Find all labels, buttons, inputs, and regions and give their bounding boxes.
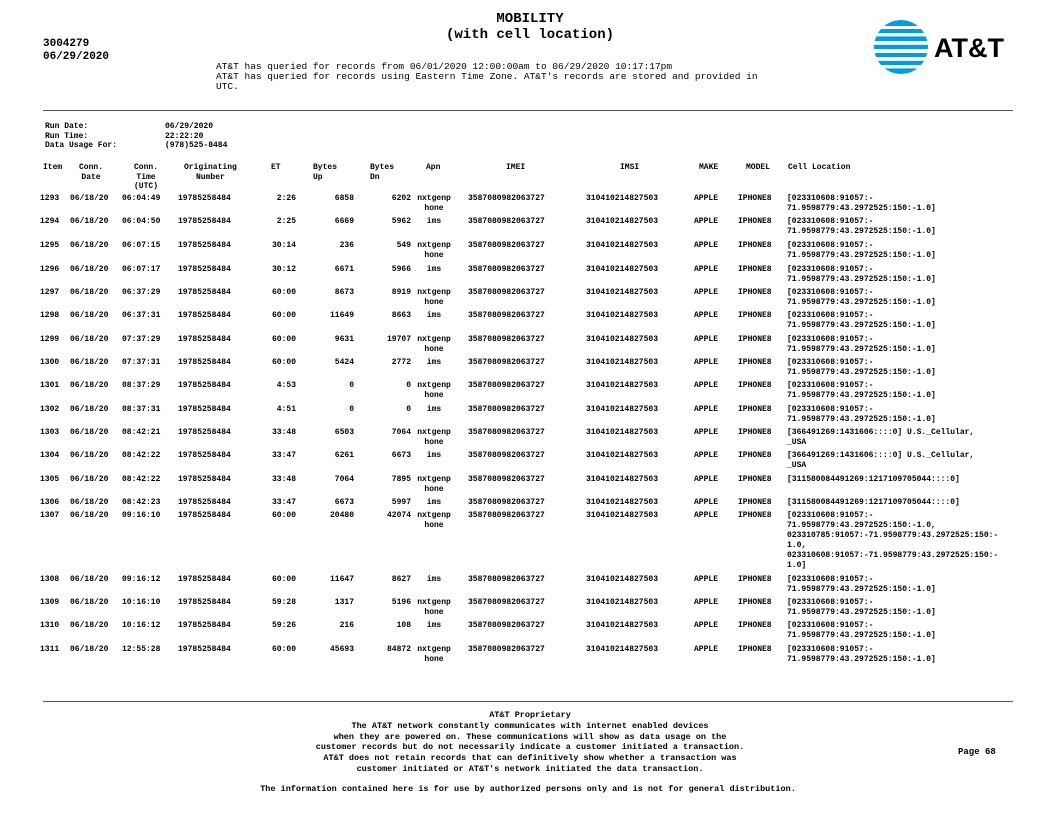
cell-cell: [023310608:91057:- 71.9598779:43.2972525:150:-1.0] <box>787 598 936 617</box>
cell-date: 06/18/20 <box>70 288 109 297</box>
cell-apn: nxtgenp hone <box>417 511 451 530</box>
cell-orig: 19785258484 <box>178 194 231 203</box>
col-header-imei: IMEI <box>506 163 526 172</box>
cell-time: 08:42:21 <box>122 428 161 437</box>
cell-imsi: 310410214827503 <box>586 511 659 520</box>
cell-dn: 5966 <box>391 265 411 274</box>
col-header-conn-date: Conn. Date <box>79 163 104 182</box>
cell-model: IPHONE8 <box>738 405 772 414</box>
cell-orig: 19785258484 <box>178 288 231 297</box>
run-time-value: 22:22:20 <box>165 131 204 141</box>
cell-model: IPHONE8 <box>738 358 772 367</box>
cell-cell: [023310608:91057:- 71.9598779:43.2972525:150:-1.0] <box>787 311 936 330</box>
cell-apn: ims <box>426 265 442 274</box>
query-note: AT&T has queried for records from 06/01/2020 12:00:00am to 06/29/2020 10:17:17pm AT&T has queried for records using Eastern Time Zone. AT&T's records are stored and provided in UTC. <box>216 61 758 92</box>
cell-et: 60:00 <box>271 288 296 297</box>
cell-imsi: 310410214827503 <box>586 358 659 367</box>
cell-time: 07:37:31 <box>122 358 161 367</box>
cell-imsi: 310410214827503 <box>586 194 659 203</box>
cell-orig: 19785258484 <box>178 428 231 437</box>
cell-date: 06/18/20 <box>70 405 109 414</box>
cell-et: 33:47 <box>271 451 296 460</box>
cell-et: 33:48 <box>271 428 296 437</box>
cell-cell: [311580084491269:1217109705044::::0] <box>787 475 960 484</box>
footer-divider <box>43 701 1013 702</box>
cell-model: IPHONE8 <box>738 428 772 437</box>
cell-make: APPLE <box>694 194 719 203</box>
cell-cell: [023310608:91057:- 71.9598779:43.2972525:150:-1.0] <box>787 645 936 664</box>
cell-cell: [023310608:91057:- 71.9598779:43.2972525:150:-1.0] <box>787 265 936 284</box>
cell-cell: [366491269:1431606::::0] U.S._Cellular, _USA <box>787 451 975 470</box>
cell-date: 06/18/20 <box>70 241 109 250</box>
distribution-disclaimer: The information contained here is for use by authorized persons only and is not for general distribution. <box>260 784 796 794</box>
cell-date: 06/18/20 <box>70 358 109 367</box>
cell-time: 10:16:10 <box>122 598 161 607</box>
cell-et: 33:47 <box>271 498 296 507</box>
cell-date: 06/18/20 <box>70 511 109 520</box>
cell-imei: 3587080982063727 <box>468 194 545 203</box>
cell-et: 30:14 <box>271 241 296 250</box>
cell-make: APPLE <box>694 381 719 390</box>
cell-date: 06/18/20 <box>70 451 109 460</box>
cell-dn: 7064 <box>391 428 411 437</box>
cell-date: 06/18/20 <box>70 265 109 274</box>
cell-cell: [023310608:91057:- 71.9598779:43.2972525:150:-1.0] <box>787 381 936 400</box>
cell-imei: 3587080982063727 <box>468 405 545 414</box>
cell-orig: 19785258484 <box>178 621 231 630</box>
cell-imsi: 310410214827503 <box>586 265 659 274</box>
cell-orig: 19785258484 <box>178 645 231 654</box>
cell-orig: 19785258484 <box>178 217 231 226</box>
cell-make: APPLE <box>694 405 719 414</box>
cell-imsi: 310410214827503 <box>586 405 659 414</box>
cell-dn: 7895 <box>391 475 411 484</box>
run-time-label: Run Time: <box>45 131 89 141</box>
cell-imsi: 310410214827503 <box>586 311 659 320</box>
cell-imei: 3587080982063727 <box>468 511 545 520</box>
cell-item: 1306 <box>40 498 60 507</box>
cell-imei: 3587080982063727 <box>468 381 545 390</box>
cell-time: 06:07:17 <box>122 265 161 274</box>
cell-orig: 19785258484 <box>178 241 231 250</box>
col-header-bytes-dn: Bytes Dn <box>370 163 395 182</box>
cell-et: 60:00 <box>271 511 296 520</box>
cell-up: 6503 <box>334 428 354 437</box>
cell-cell: [311580084491269:1217109705044::::0] <box>787 498 960 507</box>
cell-make: APPLE <box>694 265 719 274</box>
cell-dn: 5997 <box>391 498 411 507</box>
cell-cell: [023310608:91057:- 71.9598779:43.2972525:150:-1.0, 023310785:91057:-71.9598779:43.2972525:150:- 1.0, 023310608:91057:-71.9598779:43.2972525:150:- 1.0] <box>787 511 999 570</box>
cell-dn: 19707 <box>386 335 411 344</box>
cell-make: APPLE <box>694 511 719 520</box>
cell-item: 1294 <box>40 217 60 226</box>
cell-make: APPLE <box>694 288 719 297</box>
cell-et: 30:12 <box>271 265 296 274</box>
cell-cell: [023310608:91057:- 71.9598779:43.2972525:150:-1.0] <box>787 217 936 236</box>
cell-imsi: 310410214827503 <box>586 598 659 607</box>
cell-apn: ims <box>426 621 442 630</box>
cell-up: 45693 <box>329 645 354 654</box>
cell-cell: [023310608:91057:- 71.9598779:43.2972525:150:-1.0] <box>787 335 936 354</box>
cell-cell: [366491269:1431606::::0] U.S._Cellular, _USA <box>787 428 975 447</box>
col-header-apn: Apn <box>426 163 441 172</box>
cell-cell: [023310608:91057:- 71.9598779:43.2972525:150:-1.0] <box>787 575 936 594</box>
cell-apn: nxtgenp hone <box>417 428 451 447</box>
cell-make: APPLE <box>694 575 719 584</box>
cell-apn: nxtgenp hone <box>417 241 451 260</box>
cell-date: 06/18/20 <box>70 217 109 226</box>
cell-cell: [023310608:91057:- 71.9598779:43.2972525:150:-1.0] <box>787 405 936 424</box>
cell-orig: 19785258484 <box>178 498 231 507</box>
cell-up: 0 <box>349 405 354 414</box>
cell-time: 08:42:22 <box>122 475 161 484</box>
cell-up: 6858 <box>334 194 354 203</box>
cell-up: 216 <box>339 621 354 630</box>
att-logo-text: AT&T <box>934 33 1004 63</box>
cell-make: APPLE <box>694 241 719 250</box>
cell-item: 1310 <box>40 621 60 630</box>
cell-up: 9631 <box>334 335 354 344</box>
cell-time: 12:55:28 <box>122 645 161 654</box>
cell-imsi: 310410214827503 <box>586 217 659 226</box>
cell-apn: ims <box>426 498 442 507</box>
cell-imei: 3587080982063727 <box>468 241 545 250</box>
cell-model: IPHONE8 <box>738 621 772 630</box>
cell-orig: 19785258484 <box>178 405 231 414</box>
col-header-originating-number: Originating Number <box>184 163 237 182</box>
cell-time: 06:37:29 <box>122 288 161 297</box>
cell-make: APPLE <box>694 451 719 460</box>
cell-apn: nxtgenp hone <box>417 335 451 354</box>
cell-model: IPHONE8 <box>738 217 772 226</box>
cell-make: APPLE <box>694 598 719 607</box>
cell-time: 06:07:15 <box>122 241 161 250</box>
cell-imei: 3587080982063727 <box>468 335 545 344</box>
cell-imsi: 310410214827503 <box>586 241 659 250</box>
cell-make: APPLE <box>694 498 719 507</box>
cell-time: 10:16:12 <box>122 621 161 630</box>
cell-dn: 108 <box>396 621 411 630</box>
cell-make: APPLE <box>694 311 719 320</box>
cell-date: 06/18/20 <box>70 475 109 484</box>
cell-apn: ims <box>426 405 442 414</box>
cell-apn: ims <box>426 217 442 226</box>
cell-time: 08:37:31 <box>122 405 161 414</box>
cell-orig: 19785258484 <box>178 598 231 607</box>
cell-dn: 42074 <box>386 511 411 520</box>
cell-dn: 6673 <box>391 451 411 460</box>
cell-item: 1309 <box>40 598 60 607</box>
cell-apn: ims <box>426 311 442 320</box>
cell-item: 1295 <box>40 241 60 250</box>
report-title-line1: MOBILITY <box>496 11 564 27</box>
cell-time: 06:37:31 <box>122 311 161 320</box>
cell-dn: 5196 <box>391 598 411 607</box>
cell-up: 20480 <box>329 511 354 520</box>
cell-up: 6673 <box>334 498 354 507</box>
cell-time: 06:04:50 <box>122 217 161 226</box>
cell-item: 1308 <box>40 575 60 584</box>
cell-up: 0 <box>349 381 354 390</box>
cell-model: IPHONE8 <box>738 575 772 584</box>
cell-et: 4:51 <box>276 405 296 414</box>
cell-date: 06/18/20 <box>70 335 109 344</box>
col-header-make: MAKE <box>699 163 719 172</box>
cell-imsi: 310410214827503 <box>586 288 659 297</box>
col-header-cell-location: Cell Location <box>788 163 851 172</box>
cell-imei: 3587080982063727 <box>468 311 545 320</box>
cell-item: 1311 <box>40 645 60 654</box>
header-divider <box>43 110 1013 111</box>
cell-cell: [023310608:91057:- 71.9598779:43.2972525:150:-1.0] <box>787 621 936 640</box>
cell-date: 06/18/20 <box>70 575 109 584</box>
cell-apn: nxtgenp hone <box>417 475 451 494</box>
cell-up: 6671 <box>334 265 354 274</box>
cell-item: 1293 <box>40 194 60 203</box>
cell-imsi: 310410214827503 <box>586 645 659 654</box>
cell-imsi: 310410214827503 <box>586 621 659 630</box>
cell-imei: 3587080982063727 <box>468 451 545 460</box>
cell-model: IPHONE8 <box>738 265 772 274</box>
cell-make: APPLE <box>694 358 719 367</box>
cell-et: 60:00 <box>271 575 296 584</box>
cell-dn: 8919 <box>391 288 411 297</box>
cell-date: 06/18/20 <box>70 645 109 654</box>
cell-cell: [023310608:91057:- 71.9598779:43.2972525:150:-1.0] <box>787 241 936 260</box>
att-logo <box>872 18 1012 76</box>
cell-et: 59:28 <box>271 598 296 607</box>
cell-up: 7064 <box>334 475 354 484</box>
col-header-item: Item <box>43 163 63 172</box>
cell-apn: ims <box>426 575 442 584</box>
cell-item: 1303 <box>40 428 60 437</box>
cell-make: APPLE <box>694 475 719 484</box>
cell-apn: nxtgenp hone <box>417 194 451 213</box>
col-header-et: ET <box>271 163 281 172</box>
cell-up: 6669 <box>334 217 354 226</box>
cell-apn: nxtgenp hone <box>417 645 451 664</box>
cell-imsi: 310410214827503 <box>586 575 659 584</box>
cell-make: APPLE <box>694 335 719 344</box>
cell-apn: nxtgenp hone <box>417 381 451 400</box>
cell-et: 2:26 <box>276 194 296 203</box>
cell-item: 1304 <box>40 451 60 460</box>
cell-model: IPHONE8 <box>738 381 772 390</box>
cell-model: IPHONE8 <box>738 451 772 460</box>
cell-model: IPHONE8 <box>738 498 772 507</box>
cell-date: 06/18/20 <box>70 598 109 607</box>
cell-imsi: 310410214827503 <box>586 335 659 344</box>
cell-orig: 19785258484 <box>178 358 231 367</box>
cell-imei: 3587080982063727 <box>468 645 545 654</box>
cell-time: 09:16:12 <box>122 575 161 584</box>
cell-up: 5424 <box>334 358 354 367</box>
col-header-conn-time: Conn. Time (UTC) <box>134 163 159 191</box>
cell-date: 06/18/20 <box>70 194 109 203</box>
cell-imei: 3587080982063727 <box>468 358 545 367</box>
cell-et: 60:00 <box>271 645 296 654</box>
cell-imsi: 310410214827503 <box>586 475 659 484</box>
cell-apn: ims <box>426 358 442 367</box>
cell-make: APPLE <box>694 217 719 226</box>
cell-item: 1297 <box>40 288 60 297</box>
run-date-value: 06/29/2020 <box>165 122 214 131</box>
cell-time: 07:37:29 <box>122 335 161 344</box>
cell-et: 59:26 <box>271 621 296 630</box>
cell-date: 06/18/20 <box>70 311 109 320</box>
cell-imei: 3587080982063727 <box>468 428 545 437</box>
cell-item: 1307 <box>40 511 60 520</box>
cell-time: 06:04:49 <box>122 194 161 203</box>
cell-dn: 6202 <box>391 194 411 203</box>
cell-apn: nxtgenp hone <box>417 598 451 617</box>
cell-apn: nxtgenp hone <box>417 288 451 307</box>
cell-model: IPHONE8 <box>738 194 772 203</box>
col-header-imsi: IMSI <box>620 163 640 172</box>
att-globe-icon <box>872 18 1012 76</box>
cell-dn: 8627 <box>391 575 411 584</box>
cell-up: 8673 <box>334 288 354 297</box>
cell-orig: 19785258484 <box>178 335 231 344</box>
report-date: 06/29/2020 <box>43 51 110 63</box>
cell-model: IPHONE8 <box>738 241 772 250</box>
cell-make: APPLE <box>694 645 719 654</box>
cell-make: APPLE <box>694 621 719 630</box>
cell-model: IPHONE8 <box>738 598 772 607</box>
cell-orig: 19785258484 <box>178 475 231 484</box>
cell-cell: [023310608:91057:- 71.9598779:43.2972525:150:-1.0] <box>787 358 936 377</box>
cell-dn: 0 <box>406 381 411 390</box>
cell-time: 08:42:22 <box>122 451 161 460</box>
cell-model: IPHONE8 <box>738 335 772 344</box>
run-date-label: Run Date: <box>45 122 89 131</box>
cell-orig: 19785258484 <box>178 511 231 520</box>
cell-date: 06/18/20 <box>70 381 109 390</box>
cell-orig: 19785258484 <box>178 265 231 274</box>
cell-et: 60:00 <box>271 311 296 320</box>
cell-imsi: 310410214827503 <box>586 381 659 390</box>
cell-imsi: 310410214827503 <box>586 451 659 460</box>
cell-up: 11647 <box>329 575 354 584</box>
cell-et: 33:48 <box>271 475 296 484</box>
cell-imei: 3587080982063727 <box>468 288 545 297</box>
cell-up: 6261 <box>334 451 354 460</box>
proprietary-notice: AT&T Proprietary The AT&T network constantly communicates with internet enabled devices when they are powered on. These communications will show as data usage on the customer records but do not necessarily indicate a customer initiated a transaction. AT&T does not retain records that can definitively show whether a transaction was customer initiated or AT&T's network initiated the data transaction. <box>315 710 745 774</box>
cell-imsi: 310410214827503 <box>586 428 659 437</box>
cell-up: 1317 <box>334 598 354 607</box>
cell-model: IPHONE8 <box>738 311 772 320</box>
cell-time: 08:42:23 <box>122 498 161 507</box>
cell-et: 60:00 <box>271 358 296 367</box>
cell-cell: [023310608:91057:- 71.9598779:43.2972525:150:-1.0] <box>787 194 936 213</box>
cell-orig: 19785258484 <box>178 451 231 460</box>
cell-dn: 0 <box>406 405 411 414</box>
cell-imsi: 310410214827503 <box>586 498 659 507</box>
cell-cell: [023310608:91057:- 71.9598779:43.2972525:150:-1.0] <box>787 288 936 307</box>
case-number: 3004279 <box>43 38 90 50</box>
run-metadata <box>45 122 227 151</box>
cell-date: 06/18/20 <box>70 498 109 507</box>
cell-imei: 3587080982063727 <box>468 265 545 274</box>
cell-item: 1300 <box>40 358 60 367</box>
cell-date: 06/18/20 <box>70 621 109 630</box>
cell-model: IPHONE8 <box>738 288 772 297</box>
cell-date: 06/18/20 <box>70 428 109 437</box>
cell-orig: 19785258484 <box>178 575 231 584</box>
cell-item: 1302 <box>40 405 60 414</box>
report-title-line2: (with cell location) <box>445 27 615 43</box>
cell-orig: 19785258484 <box>178 311 231 320</box>
cell-up: 11649 <box>329 311 354 320</box>
cell-dn: 5962 <box>391 217 411 226</box>
cell-model: IPHONE8 <box>738 511 772 520</box>
cell-model: IPHONE8 <box>738 475 772 484</box>
usage-for-label: Data Usage For: <box>45 141 118 150</box>
cell-imei: 3587080982063727 <box>468 475 545 484</box>
cell-model: IPHONE8 <box>738 645 772 654</box>
cell-imei: 3587080982063727 <box>468 575 545 584</box>
cell-imei: 3587080982063727 <box>468 621 545 630</box>
cell-dn: 84872 <box>386 645 411 654</box>
cell-item: 1299 <box>40 335 60 344</box>
cell-apn: ims <box>426 451 442 460</box>
cell-item: 1305 <box>40 475 60 484</box>
cell-et: 4:53 <box>276 381 296 390</box>
col-header-model: MODEL <box>746 163 771 172</box>
cell-imei: 3587080982063727 <box>468 598 545 607</box>
page-number: Page 68 <box>958 747 996 757</box>
cell-dn: 8663 <box>391 311 411 320</box>
cell-dn: 2772 <box>391 358 411 367</box>
cell-make: APPLE <box>694 428 719 437</box>
cell-et: 60:00 <box>271 335 296 344</box>
cell-up: 236 <box>339 241 354 250</box>
cell-imei: 3587080982063727 <box>468 498 545 507</box>
cell-imei: 3587080982063727 <box>468 217 545 226</box>
usage-for-number: (978)525-8484 <box>165 141 228 150</box>
cell-item: 1296 <box>40 265 60 274</box>
cell-time: 08:37:29 <box>122 381 161 390</box>
cell-et: 2:25 <box>276 217 296 226</box>
col-header-bytes-up: Bytes Up <box>313 163 338 182</box>
report-title <box>340 11 720 43</box>
cell-dn: 549 <box>396 241 411 250</box>
cell-item: 1298 <box>40 311 60 320</box>
cell-item: 1301 <box>40 381 60 390</box>
cell-orig: 19785258484 <box>178 381 231 390</box>
cell-time: 09:16:10 <box>122 511 161 520</box>
